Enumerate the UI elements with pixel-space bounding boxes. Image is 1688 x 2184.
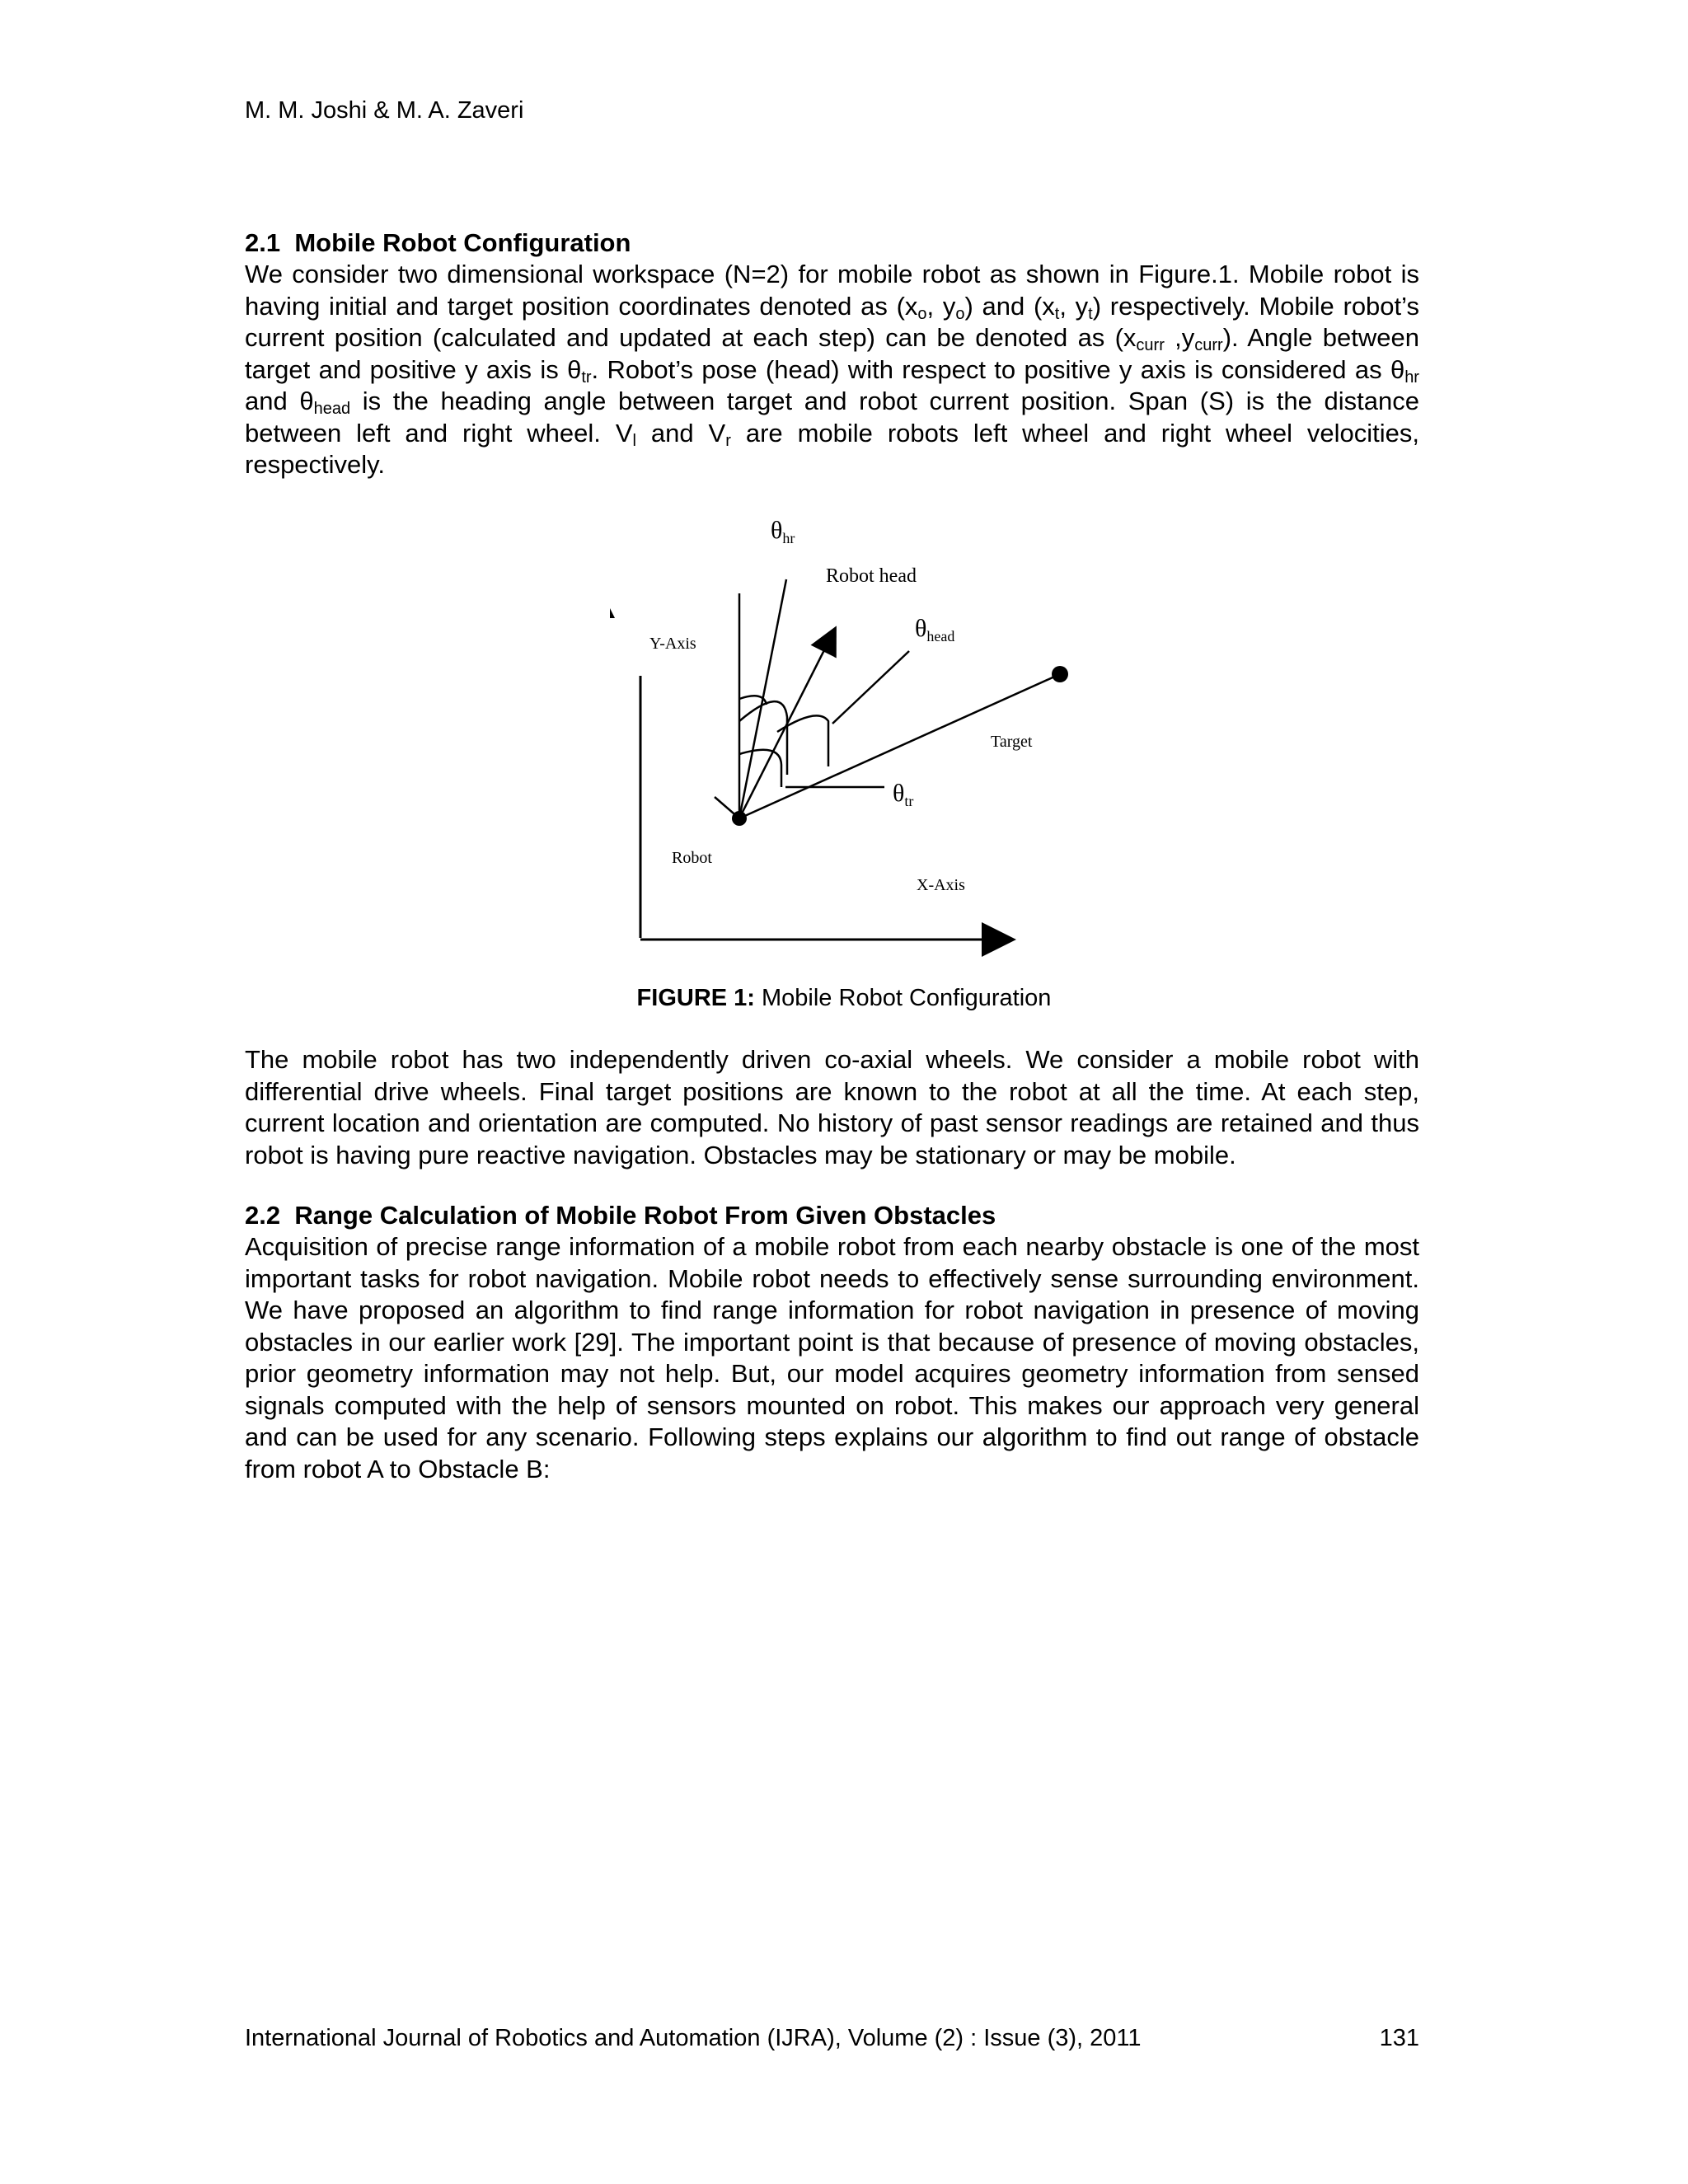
journal-citation: International Journal of Robotics and Automation (IJRA), Volume (2) : Issue (3), 2011 [245,2025,1142,2051]
x-axis-label: X-Axis [917,876,965,894]
page-footer [245,2025,1419,2052]
theta-tr-label: $\theta_{tr}$ [893,780,914,809]
running-header: M. M. Joshi & M. A. Zaveri [245,97,524,124]
y-axis-label: Y-Axis [649,635,696,653]
paragraph-2: The mobile robot has two independently driven co-axial wheels. We consider a mobile robot with differential drive wheels. Final target positions are known to the robot at all the time. At each step, current location and orientation are computed. No history of past sensor readings are retained and thus robot is having pure reactive navigation. Obstacles may be stationary or may be mobile. [245,1045,1419,1169]
robot-back-tick [715,797,739,818]
section-2-1-heading [245,228,631,258]
section-number: 2.2 [245,1201,281,1230]
figure-1-diagram [610,503,1071,972]
caption-label: FIGURE 1: [636,985,755,1011]
theta-hr-label: $\theta_{hr}$ [771,517,795,546]
robot-head-line [739,639,830,818]
section-2-2-paragraph: Acquisition of precise range information of a mobile robot from each nearby obstacle is one of the most important tasks for robot navigation. Mobile robot needs to effectively sense surrounding environment. We have proposed an algorithm to find range information for robot navigation in presence of moving obstacles in our earlier work [29]. The important point is that because of presence of moving obstacles, prior geometry information may not help. But, our model acquires geometry information from sensed signals computed with the help of sensors mounted on robot. This makes our approach very general and can be used for any scenario. Following steps explains our algorithm to find out range of obstacle from robot A to Obstacle B: [245,1232,1419,1483]
robot-head-label: Robot head [826,565,917,587]
angle-arc-head [777,715,828,766]
theta-head-pointer [832,651,909,724]
theta-head-label: $\theta_{head}$ [915,615,955,644]
section-title: Range Calculation of Mobile Robot From Given Obstacles [294,1201,996,1230]
section-title: Mobile Robot Configuration [294,228,631,257]
target-label: Target [991,733,1033,751]
figure-1-caption [0,985,1688,1012]
robot-label: Robot [672,849,712,867]
page-number: 131 [1379,2025,1419,2051]
section-2-1-paragraph: We consider two dimensional workspace (N=2) for mobile robot as shown in Figure.1. Mobile robot is having initial and target position coordinates denoted as ($x_o$, $y_o$) and ($x_t$, $y_t$) respectively. Mobile robot’s current position (calculated and updated at each step) can be denoted as ($x_{curr}$ $,y_{curr}$). Angle between target and positive y axis is $\theta_{tr}$. Robot’s pose (head) with respect to positive y axis is considered as $\theta_{hr}$ and $\theta_{head}$ is the heading angle between target and robot current position. Span (S) is the distance between left and right wheel. $V_l$ and $V_r$ are mobile robots left wheel and right wheel velocities, respectively. [245,260,1420,479]
caption-text: Mobile Robot Configuration [754,985,1052,1011]
section-number: 2.1 [245,228,281,257]
section-2-2-heading [245,1201,996,1230]
